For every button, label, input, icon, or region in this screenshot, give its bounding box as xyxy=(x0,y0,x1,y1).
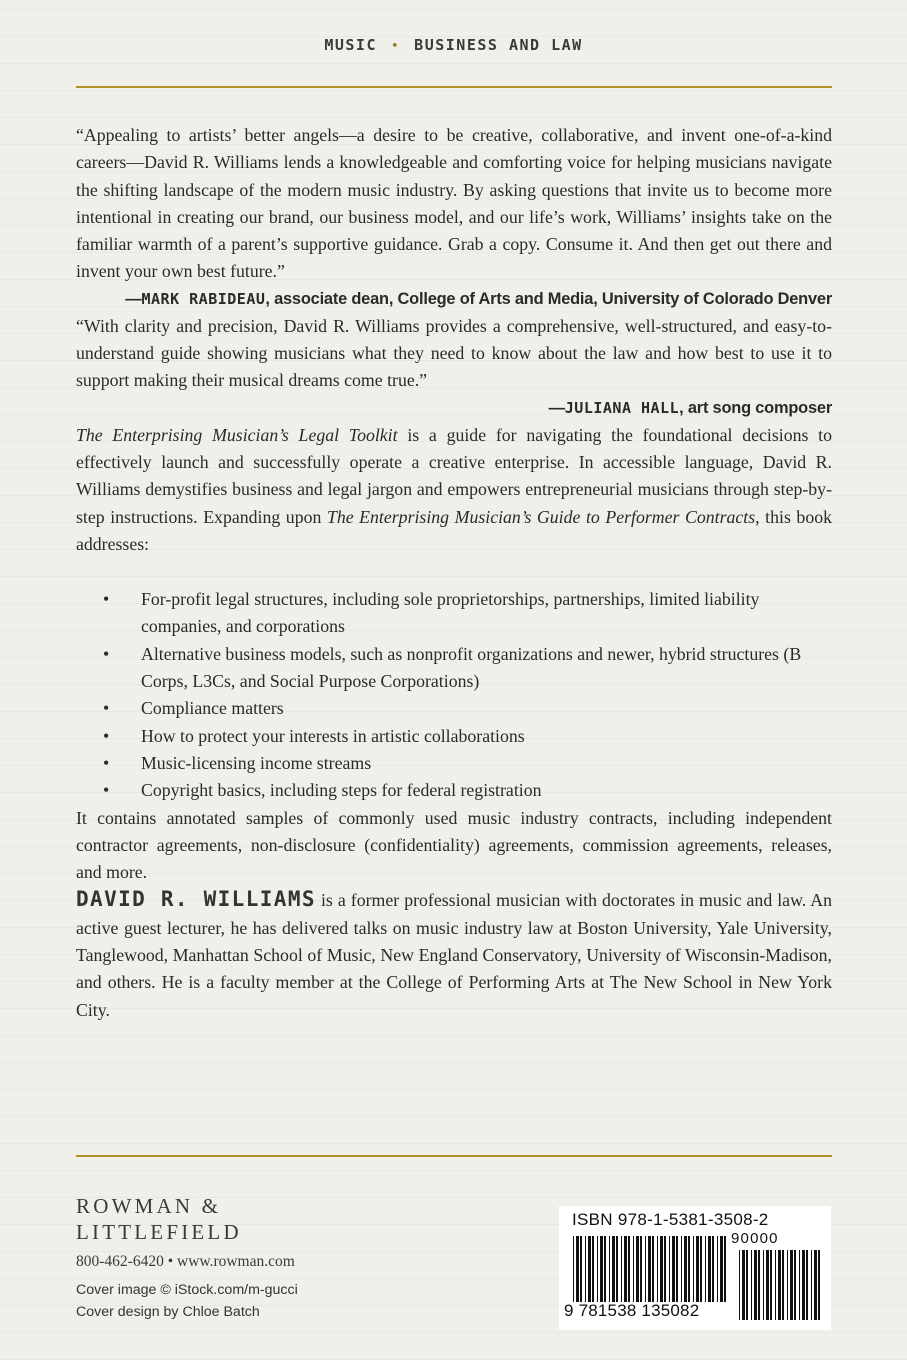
cover-image-credit: Cover image © iStock.com/m-gucci xyxy=(76,1282,298,1298)
contents-summary: It contains annotated samples of commonly used music industry contracts, including independent contractor agreements, non-disclosure (confidentiality) agreements, commission agreements, releases, and more. xyxy=(76,807,832,883)
author-bio-text: is a former professional musician with doctorates in music and law. An active guest lecturer, he has delivered talks on music industry law at Boston University, Yale University, Tanglewood, Manhattan School of Music, New England Conservatory, University of Wisconsin-Madison, and others. He is a faculty member at the College of Performing Arts at The New School in New York City. xyxy=(76,890,832,1020)
publisher-block xyxy=(76,1193,295,1272)
endorsement-attribution-1 xyxy=(76,286,832,313)
bullet-icon: • xyxy=(103,698,110,719)
back-cover-content xyxy=(76,122,832,1024)
barcode-digits: 9 781538 135082 xyxy=(564,1301,700,1320)
list-item-text: Music-licensing income streams xyxy=(141,752,372,773)
isbn-barcode xyxy=(559,1206,831,1330)
bullet-icon: • xyxy=(103,643,110,664)
bullet-icon: • xyxy=(103,589,110,610)
cover-design-credit: Cover design by Chloe Batch xyxy=(76,1304,260,1320)
price-code: 90000 xyxy=(731,1230,779,1247)
attribution-dash: — xyxy=(125,289,142,308)
author-name: DAVID R. WILLIAMS xyxy=(76,887,316,912)
list-item xyxy=(76,641,832,696)
top-divider xyxy=(76,86,832,88)
list-item-text: For-profit legal structures, including sole proprietorships, partnerships, limited liability companies, and corporations xyxy=(141,589,760,637)
publisher-logo-line-2: LITTLEFIELD xyxy=(76,1220,242,1244)
endorser-role-2: , art song composer xyxy=(679,398,832,417)
list-item xyxy=(76,750,832,777)
author-bio xyxy=(76,886,832,1023)
list-item-text: Copyright basics, including steps for federal registration xyxy=(141,780,542,801)
description-text-1: is a guide for navigating the foundational decisions to effectively launch and successfully operate a creative enterprise. In accessible language, David R. Williams demystifies business and legal jargon and empowers entrepreneurial musicians through step-by-step instructions. Expanding upon xyxy=(76,424,832,527)
bullet-icon: • xyxy=(103,725,110,746)
list-item-text: Compliance matters xyxy=(141,698,284,719)
companion-book-title: The Enterprising Musician’s Guide to Performer Contracts xyxy=(326,506,756,527)
category-business-law: BUSINESS AND LAW xyxy=(414,36,583,54)
list-item xyxy=(76,723,832,750)
endorsement-quote-2: “With clarity and precision, David R. Williams provides a comprehensive, well-structured, and easy-to-understand guide showing musicians what they need to know about the law and how best to use it to support making their musical dreams come true.” xyxy=(76,315,832,391)
list-item xyxy=(76,586,832,641)
list-item xyxy=(76,777,832,804)
endorser-name-2: JULIANA HALL xyxy=(564,398,680,417)
publisher-logo-line-1: ROWMAN & xyxy=(76,1194,222,1218)
bottom-divider xyxy=(76,1155,832,1157)
bullet-icon: • xyxy=(103,780,110,801)
publisher-contact: 800-462-6420 • www.rowman.com xyxy=(76,1253,295,1270)
category-music: MUSIC xyxy=(324,36,377,54)
topics-list xyxy=(76,586,832,804)
description-text-2: , this book addresses: xyxy=(76,506,832,554)
attribution-dash: — xyxy=(548,398,565,417)
cover-credits xyxy=(76,1279,298,1323)
endorsement-quote-1: “Appealing to artists’ better angels—a desire to be creative, collaborative, and invent one-of-a-kind careers—David R. Williams lends a knowledgeable and comforting voice for helping musicians navigate the shifting landscape of the modern music industry. By asking questions that invite us to become more intentional in creating our brand, our business model, and our life’s work, Williams’ insights take on the familiar warmth of a parent’s supportive guidance. Grab a copy. Consume it. And then get out there and invent your own best future.” xyxy=(76,125,832,282)
endorsement-attribution-2 xyxy=(76,395,832,422)
book-title: The Enterprising Musician’s Legal Toolkit xyxy=(76,424,398,445)
category-separator: • xyxy=(391,39,400,52)
bullet-icon: • xyxy=(103,752,110,773)
isbn-number: ISBN 978-1-5381-3508-2 xyxy=(572,1210,769,1229)
list-item-text: Alternative business models, such as nonprofit organizations and newer, hybrid structures (B Corps, L3Cs, and Social Purpose Corporations) xyxy=(141,643,802,692)
book-description xyxy=(76,422,832,558)
endorser-name-1: MARK RABIDEAU xyxy=(141,289,266,308)
category-header xyxy=(0,36,907,54)
list-item-text: How to protect your interests in artistic collaborations xyxy=(141,725,525,746)
list-item xyxy=(76,695,832,722)
endorser-role-1: , associate dean, College of Arts and Media, University of Colorado Denver xyxy=(265,289,832,308)
